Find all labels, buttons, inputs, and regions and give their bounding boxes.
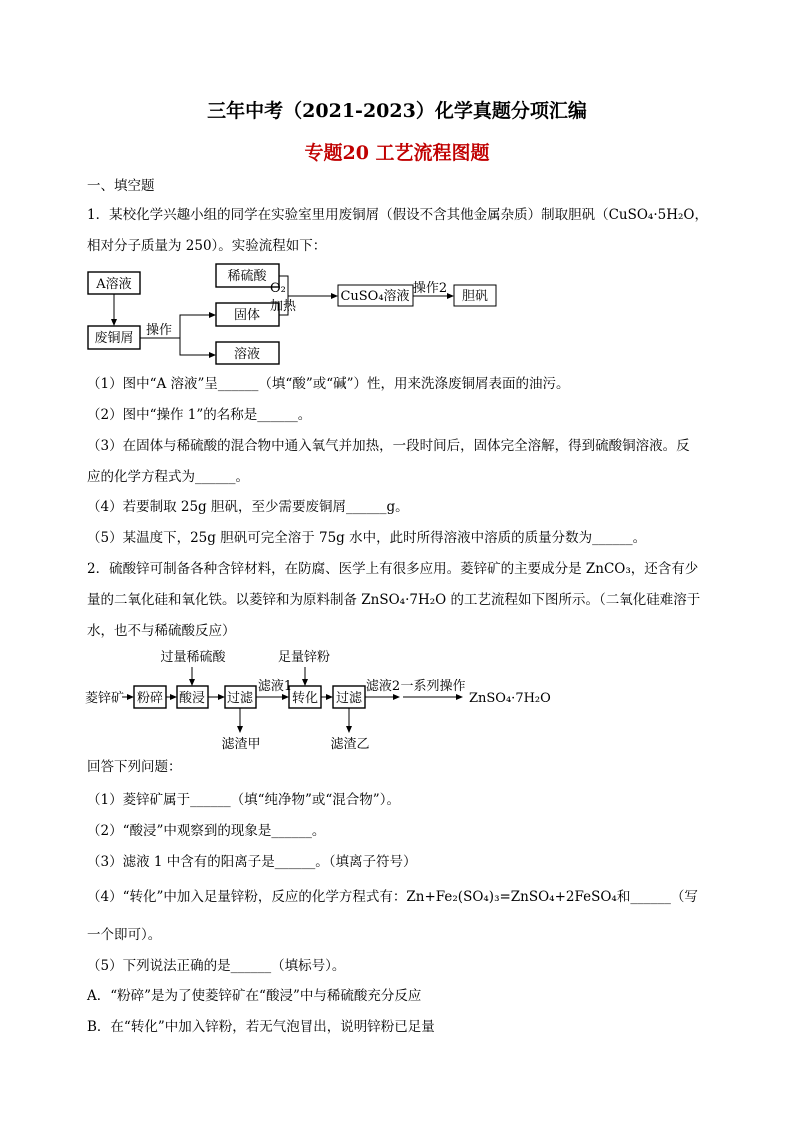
label-o2: O₂ [270, 281, 286, 296]
q1-sub: （5）某温度下，25g 胆矾可完全溶于 75g 水中，此时所得溶液中溶质的质量分数为______。 [87, 530, 647, 546]
label-solid: 固体 [233, 308, 261, 323]
q2-option-a: A．“粉碎”是为了使菱锌矿在“酸浸”中与稀硫酸充分反应 [87, 988, 422, 1004]
q2-intro: 回答下列问题： [87, 759, 182, 775]
q2-sub: （3）滤液 1 中含有的阳离子是______。（填离子符号） [87, 854, 417, 870]
label-solution: 溶液 [233, 347, 261, 362]
label-dilute-acid: 稀硫酸 [227, 269, 267, 284]
label-operation2: 操作2 [412, 281, 448, 296]
label-cuso4: CuSO₄溶液 [340, 289, 410, 304]
label-acid-leach: 酸浸 [178, 691, 206, 706]
q2-stem-line: 量的二氧化硅和氧化铁。以菱锌和为原料制备 ZnSO₄·7H₂O 的工艺流程如下图所示。（二氧化硅难溶于 [87, 592, 701, 608]
label-series: 一系列操作 [400, 679, 466, 694]
q1-sub: （1）图中“A 溶液”呈______（填“酸”或“碱”）性，用来洗涤废铜屑表面的油污。 [87, 376, 570, 392]
label-filter1: 过滤 [226, 691, 254, 706]
label-heat: 加热 [270, 299, 297, 314]
q1-sub: （2）图中“操作 1”的名称是______。 [87, 407, 312, 423]
branch [180, 315, 200, 355]
q2-sub: （2）“酸浸”中观察到的现象是______。 [87, 823, 326, 839]
page-subtitle: 专题20 工艺流程图题 [304, 142, 490, 164]
label-a-solution: A溶液 [96, 277, 132, 292]
q2-sub: （4）“转化”中加入足量锌粉，反应的化学方程式有：Zn+Fe₂(SO₄)₃=ZnSO₄+2FeSO₄和______（写 [87, 889, 698, 905]
q1-sub: 应的化学方程式为______。 [87, 469, 249, 485]
q1-stem-line: 1．某校化学兴趣小组的同学在实验室里用废铜屑（假设不含其他金属杂质）制取胆矾（CuSO₄·5H₂O， [87, 207, 708, 223]
label-residue-b: 滤渣乙 [330, 737, 370, 752]
q2-sub: （5）下列说法正确的是______（填标号）。 [87, 958, 346, 974]
q2-sub: 一个即可）。 [87, 927, 162, 943]
label-product: ZnSO₄·7H₂O [469, 691, 551, 706]
label-ore: 菱锌矿 [85, 691, 125, 706]
q2-option-b: B．在“转化”中加入锌粉，若无气泡冒出，说明锌粉已足量 [87, 1019, 435, 1035]
label-residue-a: 滤渣甲 [221, 737, 261, 752]
q2-stem-line: 水，也不与稀硫酸反应） [87, 623, 236, 639]
section-heading: 一、填空题 [87, 178, 155, 194]
q1-sub: （4）若要制取 25g 胆矾，至少需要废铜屑______g。 [87, 499, 409, 515]
q1-sub: （3）在固体与稀硫酸的混合物中通入氧气并加热，一段时间后，固体完全溶解，得到硫酸铜溶液。反 [87, 438, 690, 454]
label-operation: 操作 [145, 323, 173, 338]
label-crush: 粉碎 [136, 691, 164, 706]
label-convert: 转化 [291, 691, 319, 706]
label-filtrate1: 滤液1 [257, 679, 293, 694]
label-excess-acid: 过量稀硫酸 [160, 650, 226, 665]
page-title: 三年中考（2021-2023）化学真题分项汇编 [207, 100, 587, 122]
label-filter2: 过滤 [335, 691, 363, 706]
q2-sub: （1）菱锌矿属于______（填“纯净物”或“混合物”）。 [87, 792, 400, 808]
label-product: 胆矾 [461, 289, 489, 304]
q1-stem-line: 相对分子质量为 250）。实验流程如下： [87, 238, 327, 254]
q1-flow-diagram [0, 0, 794, 380]
label-zinc-powder: 足量锌粉 [277, 650, 331, 665]
q2-stem-line: 2．硫酸锌可制备各种含锌材料，在防腐、医学上有很多应用。菱锌矿的主要成分是 ZnCO₃，还含有少 [87, 561, 699, 577]
label-filtrate2: 滤液2 [365, 679, 401, 694]
label-scrap: 废铜屑 [94, 331, 134, 346]
q2-flow-diagram [0, 640, 794, 760]
